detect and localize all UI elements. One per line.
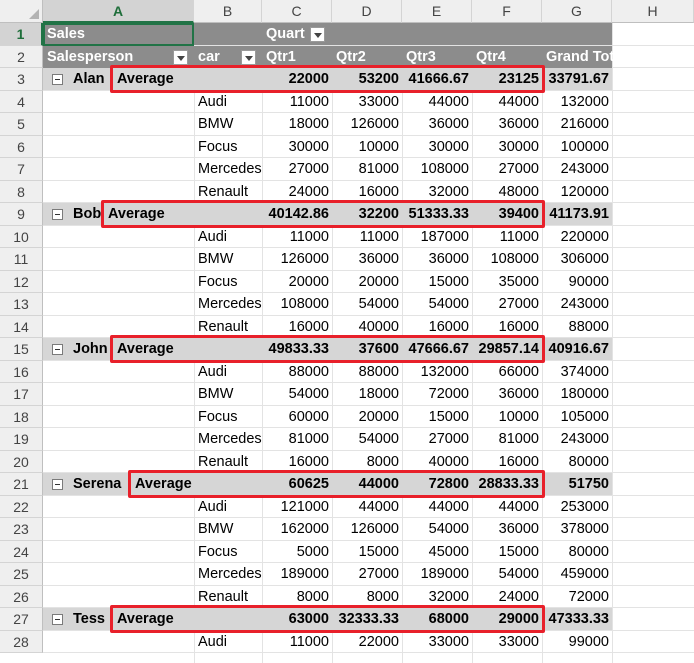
table-row bbox=[43, 406, 694, 429]
quart-filter-dropdown-icon[interactable] bbox=[310, 27, 325, 42]
pivot-column-field-label[interactable]: Quart bbox=[266, 26, 305, 42]
table-row bbox=[43, 518, 694, 541]
car-value[interactable]: 189000 bbox=[420, 566, 469, 582]
row-header-16[interactable]: 16 bbox=[0, 361, 43, 384]
column-header-h[interactable]: H bbox=[612, 0, 694, 23]
car-value[interactable]: 36000 bbox=[358, 251, 399, 267]
collapse-toggle-icon[interactable] bbox=[52, 479, 63, 490]
average-label[interactable]: Average bbox=[108, 206, 165, 222]
row-header-26[interactable]: 26 bbox=[0, 586, 43, 609]
row-header-2[interactable]: 2 bbox=[0, 46, 43, 69]
car-name[interactable]: Renault bbox=[198, 183, 248, 200]
car-value[interactable]: 459000 bbox=[560, 566, 609, 582]
car-value[interactable]: 15000 bbox=[358, 543, 399, 560]
car-value[interactable]: 20000 bbox=[358, 273, 399, 290]
car-value[interactable]: 36000 bbox=[428, 251, 469, 267]
car-value[interactable]: 24000 bbox=[498, 588, 539, 605]
average-value[interactable]: 41173.91 bbox=[549, 206, 609, 222]
average-value[interactable]: 41666.67 bbox=[408, 71, 469, 87]
car-name[interactable]: Focus bbox=[198, 408, 238, 425]
car-value[interactable]: 81000 bbox=[498, 431, 539, 447]
car-value[interactable]: 36000 bbox=[498, 116, 539, 132]
average-value[interactable]: 63000 bbox=[288, 611, 329, 627]
salesperson-name[interactable]: Bob bbox=[73, 206, 102, 222]
table-row bbox=[43, 113, 694, 136]
average-value[interactable]: 44000 bbox=[358, 476, 399, 492]
average-value[interactable]: 60625 bbox=[288, 476, 329, 492]
car-value[interactable]: 54000 bbox=[358, 296, 399, 312]
table-row bbox=[43, 608, 694, 631]
average-value[interactable]: 51333.33 bbox=[408, 206, 469, 222]
average-value[interactable]: 29000 bbox=[498, 611, 539, 627]
average-label[interactable]: Average bbox=[135, 476, 192, 492]
table-row bbox=[43, 226, 694, 249]
car-value[interactable]: 105000 bbox=[560, 408, 609, 425]
car-value[interactable]: 88000 bbox=[358, 363, 399, 380]
salesperson-name[interactable]: Serena bbox=[73, 476, 122, 492]
average-value[interactable]: 23125 bbox=[498, 71, 539, 87]
car-value[interactable]: 54000 bbox=[288, 386, 329, 402]
car-value[interactable]: 36000 bbox=[428, 116, 469, 132]
table-row bbox=[43, 158, 694, 181]
car-value[interactable]: 8000 bbox=[296, 588, 329, 605]
car-value[interactable]: 8000 bbox=[366, 453, 399, 470]
quarter-header[interactable]: Qtr3 bbox=[406, 48, 436, 65]
car-value[interactable]: 30000 bbox=[288, 138, 329, 155]
quarter-header[interactable]: Qtr4 bbox=[476, 48, 506, 65]
salesperson-name[interactable]: Tess bbox=[73, 611, 105, 627]
select-all-triangle-icon bbox=[29, 9, 39, 19]
average-value[interactable]: 22000 bbox=[288, 71, 329, 87]
table-row bbox=[43, 91, 694, 114]
table-row bbox=[43, 136, 694, 159]
car-value[interactable]: 44000 bbox=[498, 498, 539, 515]
car-value[interactable]: 30000 bbox=[498, 138, 539, 155]
car-value[interactable]: 88000 bbox=[568, 318, 609, 335]
row-header-22[interactable]: 22 bbox=[0, 496, 43, 519]
average-value[interactable]: 29857.14 bbox=[478, 341, 539, 357]
row-header-28[interactable]: 28 bbox=[0, 631, 43, 654]
table-row bbox=[43, 586, 694, 609]
car-value[interactable]: 88000 bbox=[288, 363, 329, 380]
car-value[interactable]: 126000 bbox=[280, 251, 329, 267]
column-header-b[interactable]: B bbox=[194, 0, 262, 23]
car-value[interactable]: 220000 bbox=[560, 228, 609, 245]
car-value[interactable]: 15000 bbox=[428, 273, 469, 290]
column-header-a[interactable]: A bbox=[43, 0, 194, 23]
average-value[interactable]: 68000 bbox=[428, 611, 469, 627]
car-value[interactable]: 80000 bbox=[568, 543, 609, 560]
average-value[interactable]: 51750 bbox=[568, 476, 609, 492]
car-value[interactable]: 10000 bbox=[498, 408, 539, 425]
car-value[interactable]: 99000 bbox=[568, 633, 609, 650]
car-value[interactable]: 16000 bbox=[428, 318, 469, 335]
car-value[interactable]: 36000 bbox=[498, 386, 539, 402]
car-value[interactable]: 121000 bbox=[280, 498, 329, 515]
car-filter-dropdown-icon[interactable] bbox=[241, 50, 256, 65]
salesperson-name[interactable]: John bbox=[73, 341, 108, 357]
car-value[interactable]: 187000 bbox=[420, 228, 469, 245]
row-header-9[interactable]: 9 bbox=[0, 203, 43, 226]
car-value[interactable]: 126000 bbox=[350, 521, 399, 537]
row-header-1[interactable]: 1 bbox=[0, 23, 43, 46]
row-header-23[interactable]: 23 bbox=[0, 518, 43, 541]
car-value[interactable]: 20000 bbox=[288, 273, 329, 290]
car-name[interactable]: BMW bbox=[198, 116, 234, 132]
row-header-19[interactable]: 19 bbox=[0, 428, 43, 451]
car-name[interactable]: BMW bbox=[198, 251, 234, 267]
column-header-e[interactable]: E bbox=[402, 0, 472, 23]
car-value[interactable]: 36000 bbox=[498, 521, 539, 537]
row-header-14[interactable]: 14 bbox=[0, 316, 43, 339]
car-name[interactable]: Focus bbox=[198, 273, 238, 290]
car-value[interactable]: 243000 bbox=[560, 296, 609, 312]
salesperson-name[interactable]: Alan bbox=[73, 71, 105, 87]
car-value[interactable]: 27000 bbox=[428, 431, 469, 447]
row-header-25[interactable]: 25 bbox=[0, 563, 43, 586]
car-value[interactable]: 32000 bbox=[428, 588, 469, 605]
car-value[interactable]: 162000 bbox=[280, 521, 329, 537]
salesperson-field-label[interactable]: Salesperson bbox=[47, 48, 134, 65]
quarter-header[interactable]: Grand Tota bbox=[546, 48, 623, 65]
table-row bbox=[43, 46, 694, 69]
average-value[interactable]: 37600 bbox=[358, 341, 399, 357]
car-name[interactable]: Focus bbox=[198, 543, 238, 560]
car-value[interactable]: 30000 bbox=[428, 138, 469, 155]
average-value[interactable]: 47666.67 bbox=[408, 341, 469, 357]
column-header-c[interactable]: C bbox=[262, 0, 332, 23]
average-value[interactable]: 28833.33 bbox=[478, 476, 539, 492]
table-row bbox=[43, 316, 694, 339]
car-value[interactable]: 35000 bbox=[498, 273, 539, 290]
car-value[interactable]: 33000 bbox=[428, 633, 469, 650]
average-value[interactable]: 40916.67 bbox=[548, 341, 609, 357]
row-header-4[interactable]: 4 bbox=[0, 91, 43, 114]
car-name[interactable]: Renault bbox=[198, 453, 248, 470]
collapse-toggle-icon[interactable] bbox=[52, 344, 63, 355]
car-value[interactable]: 33000 bbox=[358, 93, 399, 110]
car-value[interactable]: 180000 bbox=[560, 386, 609, 402]
table-row bbox=[43, 563, 694, 586]
row-header-24[interactable]: 24 bbox=[0, 541, 43, 564]
car-name[interactable]: Mercedes bbox=[198, 296, 262, 312]
car-value[interactable]: 16000 bbox=[498, 318, 539, 335]
car-value[interactable]: 306000 bbox=[560, 251, 609, 267]
table-row bbox=[43, 541, 694, 564]
table-row bbox=[43, 271, 694, 294]
car-value[interactable]: 27000 bbox=[288, 161, 329, 177]
table-row bbox=[43, 338, 694, 361]
car-value[interactable]: 90000 bbox=[568, 273, 609, 290]
car-value[interactable]: 243000 bbox=[560, 161, 609, 177]
car-value[interactable]: 5000 bbox=[296, 543, 329, 560]
row-header-13[interactable]: 13 bbox=[0, 293, 43, 316]
car-value[interactable]: 27000 bbox=[498, 161, 539, 177]
column-header-d[interactable]: D bbox=[332, 0, 402, 23]
car-value[interactable]: 33000 bbox=[498, 633, 539, 650]
row-header-5[interactable]: 5 bbox=[0, 113, 43, 136]
car-name[interactable]: Renault bbox=[198, 588, 248, 605]
car-value[interactable]: 16000 bbox=[288, 453, 329, 470]
row-header-11[interactable]: 11 bbox=[0, 248, 43, 271]
car-name[interactable]: Mercedes bbox=[198, 161, 262, 177]
car-value[interactable]: 8000 bbox=[366, 588, 399, 605]
car-value[interactable]: 22000 bbox=[358, 633, 399, 650]
car-value[interactable]: 54000 bbox=[428, 296, 469, 312]
car-value[interactable]: 11000 bbox=[499, 228, 539, 245]
average-value[interactable]: 33791.67 bbox=[548, 71, 609, 87]
table-row bbox=[43, 451, 694, 474]
average-value[interactable]: 40142.86 bbox=[268, 206, 329, 222]
car-value[interactable]: 72000 bbox=[428, 386, 469, 402]
salesperson-filter-dropdown-icon[interactable] bbox=[173, 50, 188, 65]
row-header-12[interactable]: 12 bbox=[0, 271, 43, 294]
car-value[interactable]: 60000 bbox=[288, 408, 329, 425]
car-value[interactable]: 44000 bbox=[358, 498, 399, 515]
car-name[interactable]: Audi bbox=[198, 228, 228, 245]
table-row bbox=[43, 428, 694, 451]
car-value[interactable]: 378000 bbox=[560, 521, 609, 537]
table-row bbox=[43, 68, 694, 91]
car-value[interactable]: 16000 bbox=[498, 453, 539, 470]
row-header-17[interactable]: 17 bbox=[0, 383, 43, 406]
table-row bbox=[43, 181, 694, 204]
car-value[interactable]: 45000 bbox=[428, 543, 469, 560]
select-all-corner[interactable] bbox=[0, 0, 43, 23]
row-header-21[interactable]: 21 bbox=[0, 473, 43, 496]
quarter-header[interactable]: Qtr1 bbox=[266, 48, 296, 65]
row-header-6[interactable]: 6 bbox=[0, 136, 43, 159]
car-field-label[interactable]: car bbox=[198, 48, 220, 65]
row-header-15[interactable]: 15 bbox=[0, 338, 43, 361]
car-name[interactable]: Audi bbox=[198, 498, 228, 515]
table-row bbox=[43, 631, 694, 654]
quarter-header[interactable]: Qtr2 bbox=[336, 48, 366, 65]
car-value[interactable]: 15000 bbox=[428, 408, 469, 425]
table-row bbox=[43, 203, 694, 226]
table-row bbox=[43, 383, 694, 406]
car-value[interactable]: 27000 bbox=[498, 296, 539, 312]
column-header-g[interactable]: G bbox=[542, 0, 612, 23]
row-header-7[interactable]: 7 bbox=[0, 158, 43, 181]
column-header-f[interactable]: F bbox=[472, 0, 542, 23]
car-value[interactable]: 44000 bbox=[428, 93, 469, 110]
car-value[interactable]: 108000 bbox=[490, 251, 539, 267]
car-value[interactable]: 54000 bbox=[428, 521, 469, 537]
car-value[interactable]: 189000 bbox=[280, 566, 329, 582]
cell-grid[interactable] bbox=[43, 23, 694, 663]
car-value[interactable]: 10000 bbox=[358, 138, 399, 155]
table-row bbox=[43, 248, 694, 271]
table-row bbox=[43, 496, 694, 519]
row-header-3[interactable]: 3 bbox=[0, 68, 43, 91]
row-header-10[interactable]: 10 bbox=[0, 226, 43, 249]
car-value[interactable]: 18000 bbox=[288, 116, 329, 132]
car-value[interactable]: 18000 bbox=[358, 386, 399, 402]
car-value[interactable]: 44000 bbox=[498, 93, 539, 110]
average-value[interactable]: 39400 bbox=[498, 206, 539, 222]
average-value[interactable]: 72800 bbox=[428, 476, 469, 492]
active-cell-outline bbox=[43, 23, 194, 46]
car-value[interactable]: 243000 bbox=[560, 431, 609, 447]
row-header-27[interactable]: 27 bbox=[0, 608, 43, 631]
car-value[interactable]: 24000 bbox=[288, 183, 329, 200]
average-value[interactable]: 53200 bbox=[358, 71, 399, 87]
car-value[interactable]: 108000 bbox=[280, 296, 329, 312]
car-value[interactable]: 108000 bbox=[420, 161, 469, 177]
car-name[interactable]: Focus bbox=[198, 138, 238, 155]
collapse-toggle-icon[interactable] bbox=[52, 209, 63, 220]
car-name[interactable]: Mercedes bbox=[198, 431, 262, 447]
average-label[interactable]: Average bbox=[117, 611, 174, 627]
row-header-18[interactable]: 18 bbox=[0, 406, 43, 429]
average-label[interactable]: Average bbox=[117, 71, 174, 87]
car-value[interactable]: 48000 bbox=[498, 183, 539, 200]
car-name[interactable]: Audi bbox=[198, 363, 228, 380]
car-value[interactable]: 40000 bbox=[358, 318, 399, 335]
row-header-8[interactable]: 8 bbox=[0, 181, 43, 204]
car-value[interactable]: 32000 bbox=[428, 183, 469, 200]
car-name[interactable]: Audi bbox=[198, 93, 228, 110]
table-row bbox=[43, 361, 694, 384]
car-value[interactable]: 40000 bbox=[428, 453, 469, 470]
car-value[interactable]: 100000 bbox=[560, 138, 609, 155]
pivot-values-label[interactable]: Sales bbox=[47, 26, 85, 42]
car-value[interactable]: 80000 bbox=[568, 453, 609, 470]
car-value[interactable]: 81000 bbox=[358, 161, 399, 177]
car-value[interactable]: 216000 bbox=[560, 116, 609, 132]
average-label[interactable]: Average bbox=[117, 341, 174, 357]
car-value[interactable]: 16000 bbox=[288, 318, 329, 335]
average-value[interactable]: 47333.33 bbox=[548, 611, 609, 627]
car-name[interactable]: Renault bbox=[198, 318, 248, 335]
table-row bbox=[43, 293, 694, 316]
car-value[interactable]: 54000 bbox=[498, 566, 539, 582]
car-value[interactable]: 11000 bbox=[289, 93, 329, 110]
car-value[interactable]: 126000 bbox=[350, 116, 399, 132]
car-value[interactable]: 11000 bbox=[359, 228, 399, 245]
car-name[interactable]: BMW bbox=[198, 521, 234, 537]
collapse-toggle-icon[interactable] bbox=[52, 614, 63, 625]
car-value[interactable]: 20000 bbox=[358, 408, 399, 425]
car-value[interactable]: 132000 bbox=[420, 363, 469, 380]
car-value[interactable]: 120000 bbox=[560, 183, 609, 200]
average-value[interactable]: 32200 bbox=[358, 206, 399, 222]
car-value[interactable]: 374000 bbox=[560, 363, 609, 380]
car-value[interactable]: 27000 bbox=[358, 566, 399, 582]
collapse-toggle-icon[interactable] bbox=[52, 74, 63, 85]
car-value[interactable]: 15000 bbox=[498, 543, 539, 560]
car-value[interactable]: 11000 bbox=[289, 228, 329, 245]
car-name[interactable]: Audi bbox=[198, 633, 228, 650]
car-name[interactable]: Mercedes bbox=[198, 566, 262, 582]
table-row bbox=[43, 473, 694, 496]
average-value[interactable]: 49833.33 bbox=[268, 341, 329, 357]
average-value[interactable]: 32333.33 bbox=[338, 611, 399, 627]
car-value[interactable]: 54000 bbox=[358, 431, 399, 447]
car-value[interactable]: 66000 bbox=[498, 363, 539, 380]
car-name[interactable]: BMW bbox=[198, 386, 234, 402]
car-value[interactable]: 16000 bbox=[358, 183, 399, 200]
car-value[interactable]: 44000 bbox=[428, 498, 469, 515]
row-header-20[interactable]: 20 bbox=[0, 451, 43, 474]
car-value[interactable]: 253000 bbox=[560, 498, 609, 515]
car-value[interactable]: 72000 bbox=[568, 588, 609, 605]
car-value[interactable]: 132000 bbox=[560, 93, 609, 110]
car-value[interactable]: 81000 bbox=[288, 431, 329, 447]
car-value[interactable]: 11000 bbox=[289, 633, 329, 650]
